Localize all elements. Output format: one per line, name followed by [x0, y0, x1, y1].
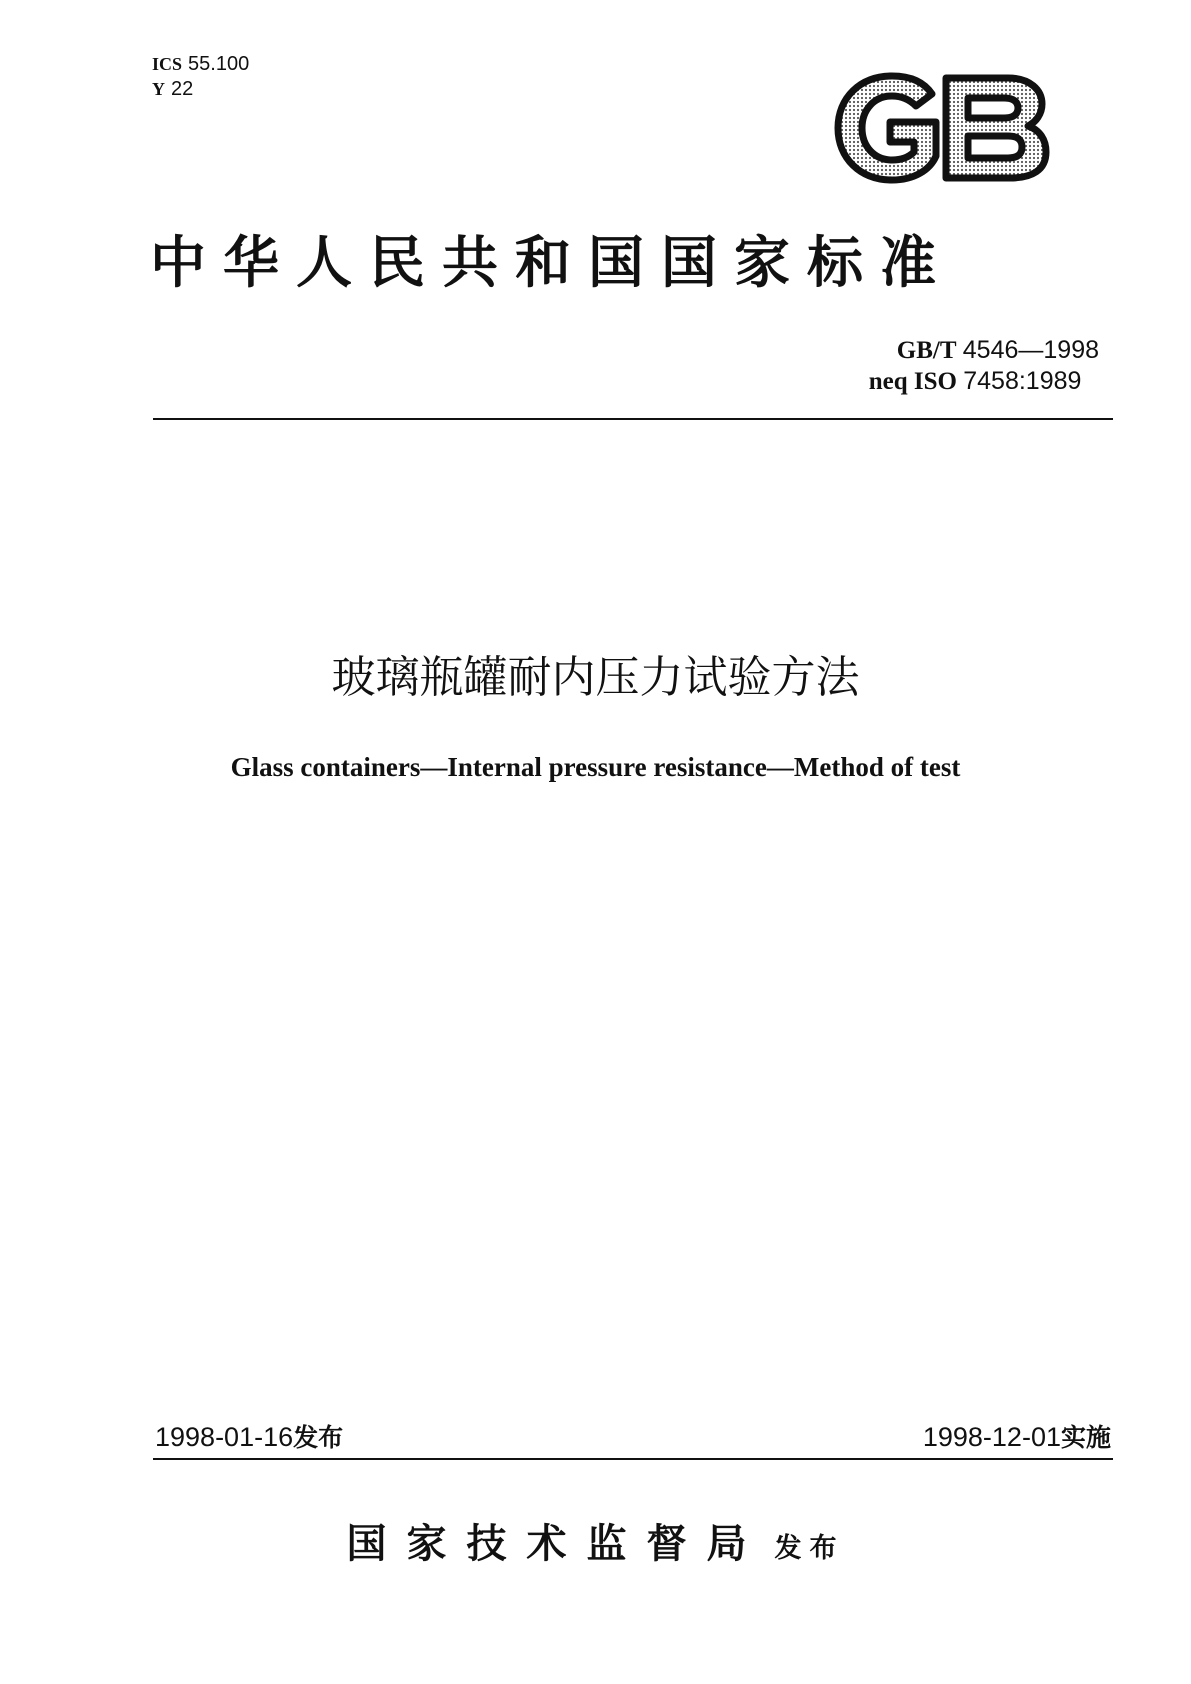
equivalence-label: neq ISO — [868, 368, 957, 395]
ccs-label: Y — [152, 79, 165, 99]
document-title-english: Glass containers—Internal pressure resistance—Method of test — [230, 752, 961, 782]
standard-code-label: GB/T — [896, 337, 957, 364]
standard-codes — [868, 335, 1099, 397]
issuer-line — [0, 1512, 1191, 1569]
implementation-date-line — [923, 1420, 1111, 1455]
national-standard-title: 中华人民共和国国家标准 — [150, 230, 953, 296]
issue-date-line — [155, 1420, 343, 1455]
ccs-line — [152, 77, 249, 102]
ics-line — [152, 52, 249, 77]
equivalence-number: 7458:1989 — [963, 367, 1082, 395]
issue-date: 1998-01-16 — [155, 1422, 294, 1452]
standard-number-line — [897, 335, 1099, 366]
implementation-date: 1998-12-01 — [922, 1422, 1061, 1452]
footer-divider — [153, 1458, 1113, 1460]
equivalence-line — [869, 366, 1099, 397]
header-divider — [153, 418, 1113, 420]
issuer-suffix: 发布 — [774, 1533, 845, 1564]
implementation-suffix: 实施 — [1060, 1423, 1111, 1452]
document-title-chinese: 玻璃瓶罐耐内压力试验方法 — [331, 652, 860, 703]
standard-code-number: 4546—1998 — [962, 336, 1099, 364]
ics-label: ICS — [152, 54, 183, 74]
issuer-name: 国家技术监督局 — [346, 1520, 767, 1567]
issue-suffix: 发布 — [293, 1423, 344, 1452]
ccs-value: 22 — [171, 78, 194, 100]
ics-value: 55.100 — [188, 53, 250, 75]
classification-codes — [152, 52, 249, 102]
gb-emblem-icon — [832, 72, 1052, 184]
